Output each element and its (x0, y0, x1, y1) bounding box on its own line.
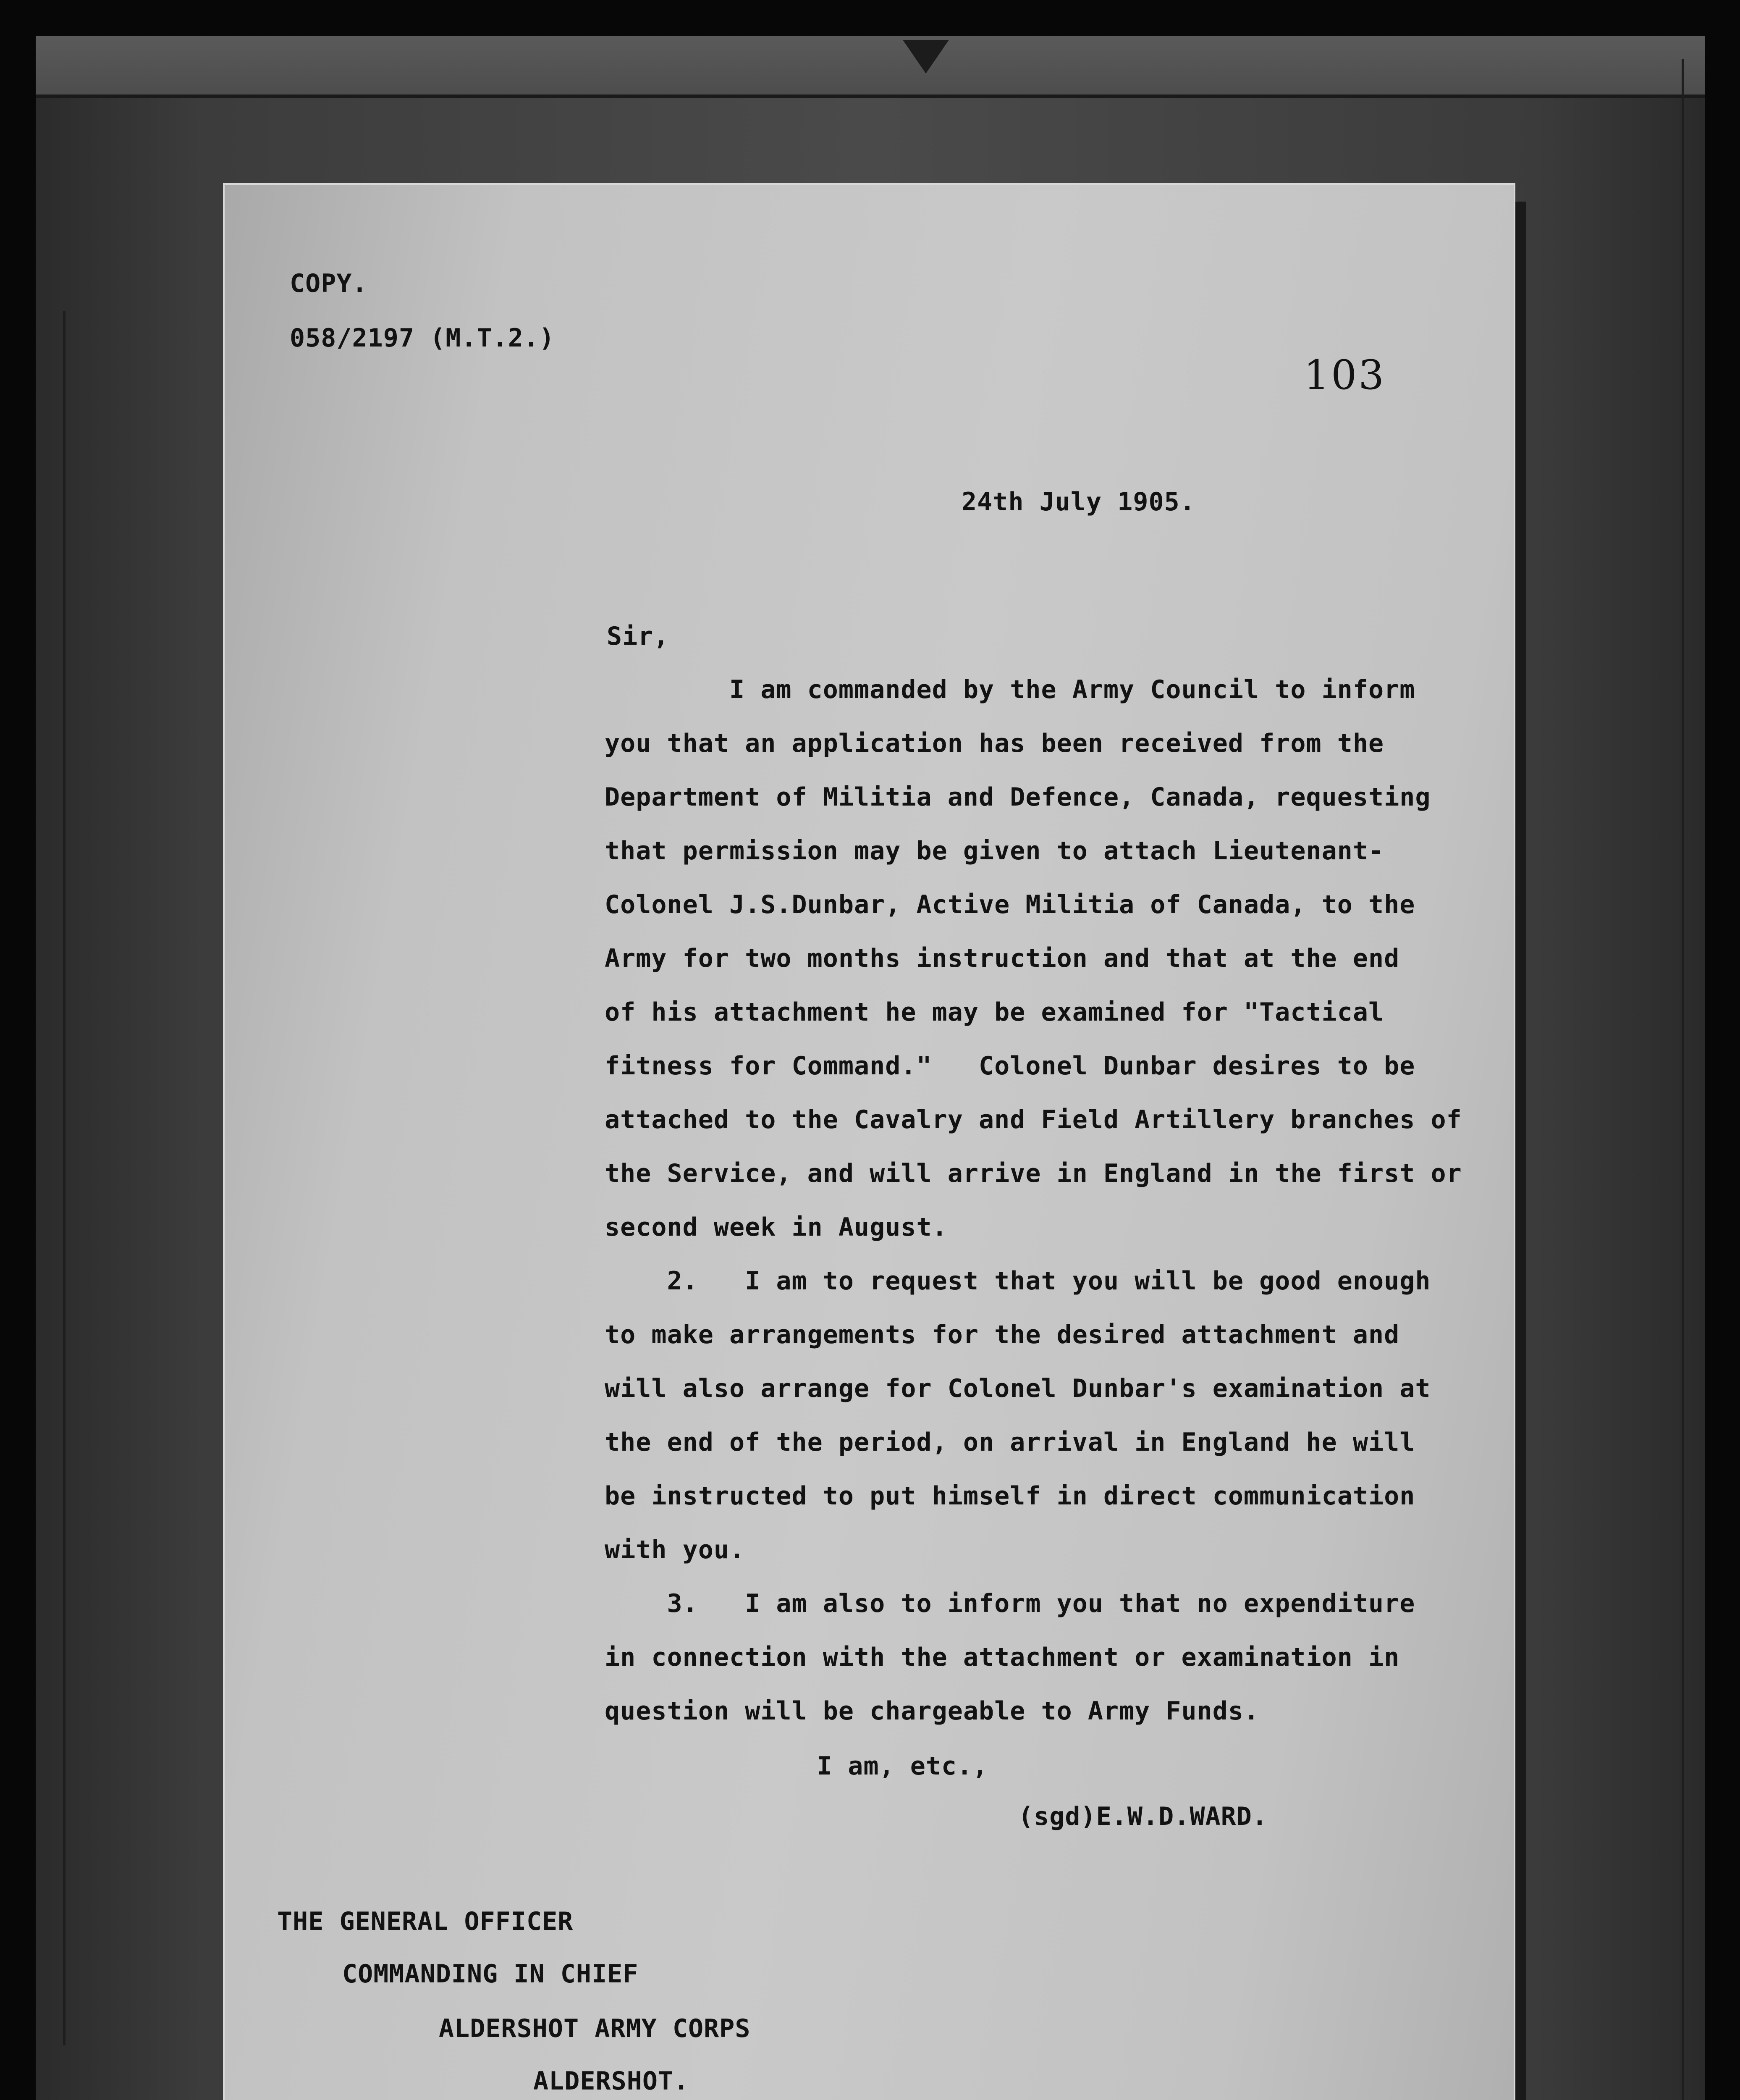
body-line: question will be chargeable to Army Funds. (605, 1696, 1260, 1726)
scan-right-rule (1682, 59, 1684, 2100)
body-line: attached to the Cavalry and Field Artillery branches of (605, 1105, 1462, 1134)
reference-number: 058/2197 (M.T.2.) (290, 323, 555, 353)
body-line: fitness for Command." Colonel Dunbar desires to be (605, 1051, 1415, 1081)
body-line: I am commanded by the Army Council to inform (605, 675, 1415, 704)
body-line: of his attachment he may be examined for "Tactical (605, 998, 1384, 1027)
recipient-line-4: ALDERSHOT. (533, 2066, 689, 2096)
copy-label: COPY. (290, 269, 368, 298)
body-line: with you. (605, 1535, 745, 1564)
body-line: in connection with the attachment or examination in (605, 1643, 1400, 1672)
body-line: Army for two months instruction and that at the end (605, 944, 1400, 973)
letter-page (225, 185, 1514, 2100)
scan-top-band (36, 36, 1705, 98)
body-line: second week in August. (605, 1213, 948, 1242)
salutation: Sir, (607, 622, 669, 651)
signature: (sgd)E.W.D.WARD. (1018, 1802, 1268, 1831)
body-line: to make arrangements for the desired attachment and (605, 1320, 1400, 1349)
recipient-line-3: ALDERSHOT ARMY CORPS (439, 2014, 751, 2043)
recipient-line-1: THE GENERAL OFFICER (277, 1907, 574, 1936)
body-line: the Service, and will arrive in England in the first or (605, 1159, 1462, 1188)
body-line: Department of Militia and Defence, Canada, requesting (605, 782, 1431, 812)
body-line: you that an application has been received from the (605, 729, 1384, 758)
body-line: Colonel J.S.Dunbar, Active Militia of Canada, to the (605, 890, 1415, 919)
body-line: be instructed to put himself in direct communication (605, 1481, 1415, 1511)
body-line: the end of the period, on arrival in England he will (605, 1428, 1415, 1457)
page-number: 103 (1304, 352, 1386, 399)
scan-left-rule (63, 311, 66, 2045)
closing: I am, etc., (817, 1751, 988, 1781)
letter-date: 24th July 1905. (962, 487, 1195, 517)
body-line: 3. I am also to inform you that no expenditure (605, 1589, 1415, 1618)
body-line: 2. I am to request that you will be good enough (605, 1266, 1431, 1296)
body-line: that permission may be given to attach Lieutenant- (605, 836, 1384, 866)
recipient-line-2: COMMANDING IN CHIEF (342, 1959, 639, 1989)
body-line: will also arrange for Colonel Dunbar's examination at (605, 1374, 1431, 1403)
scan-notch-mark (903, 40, 949, 74)
